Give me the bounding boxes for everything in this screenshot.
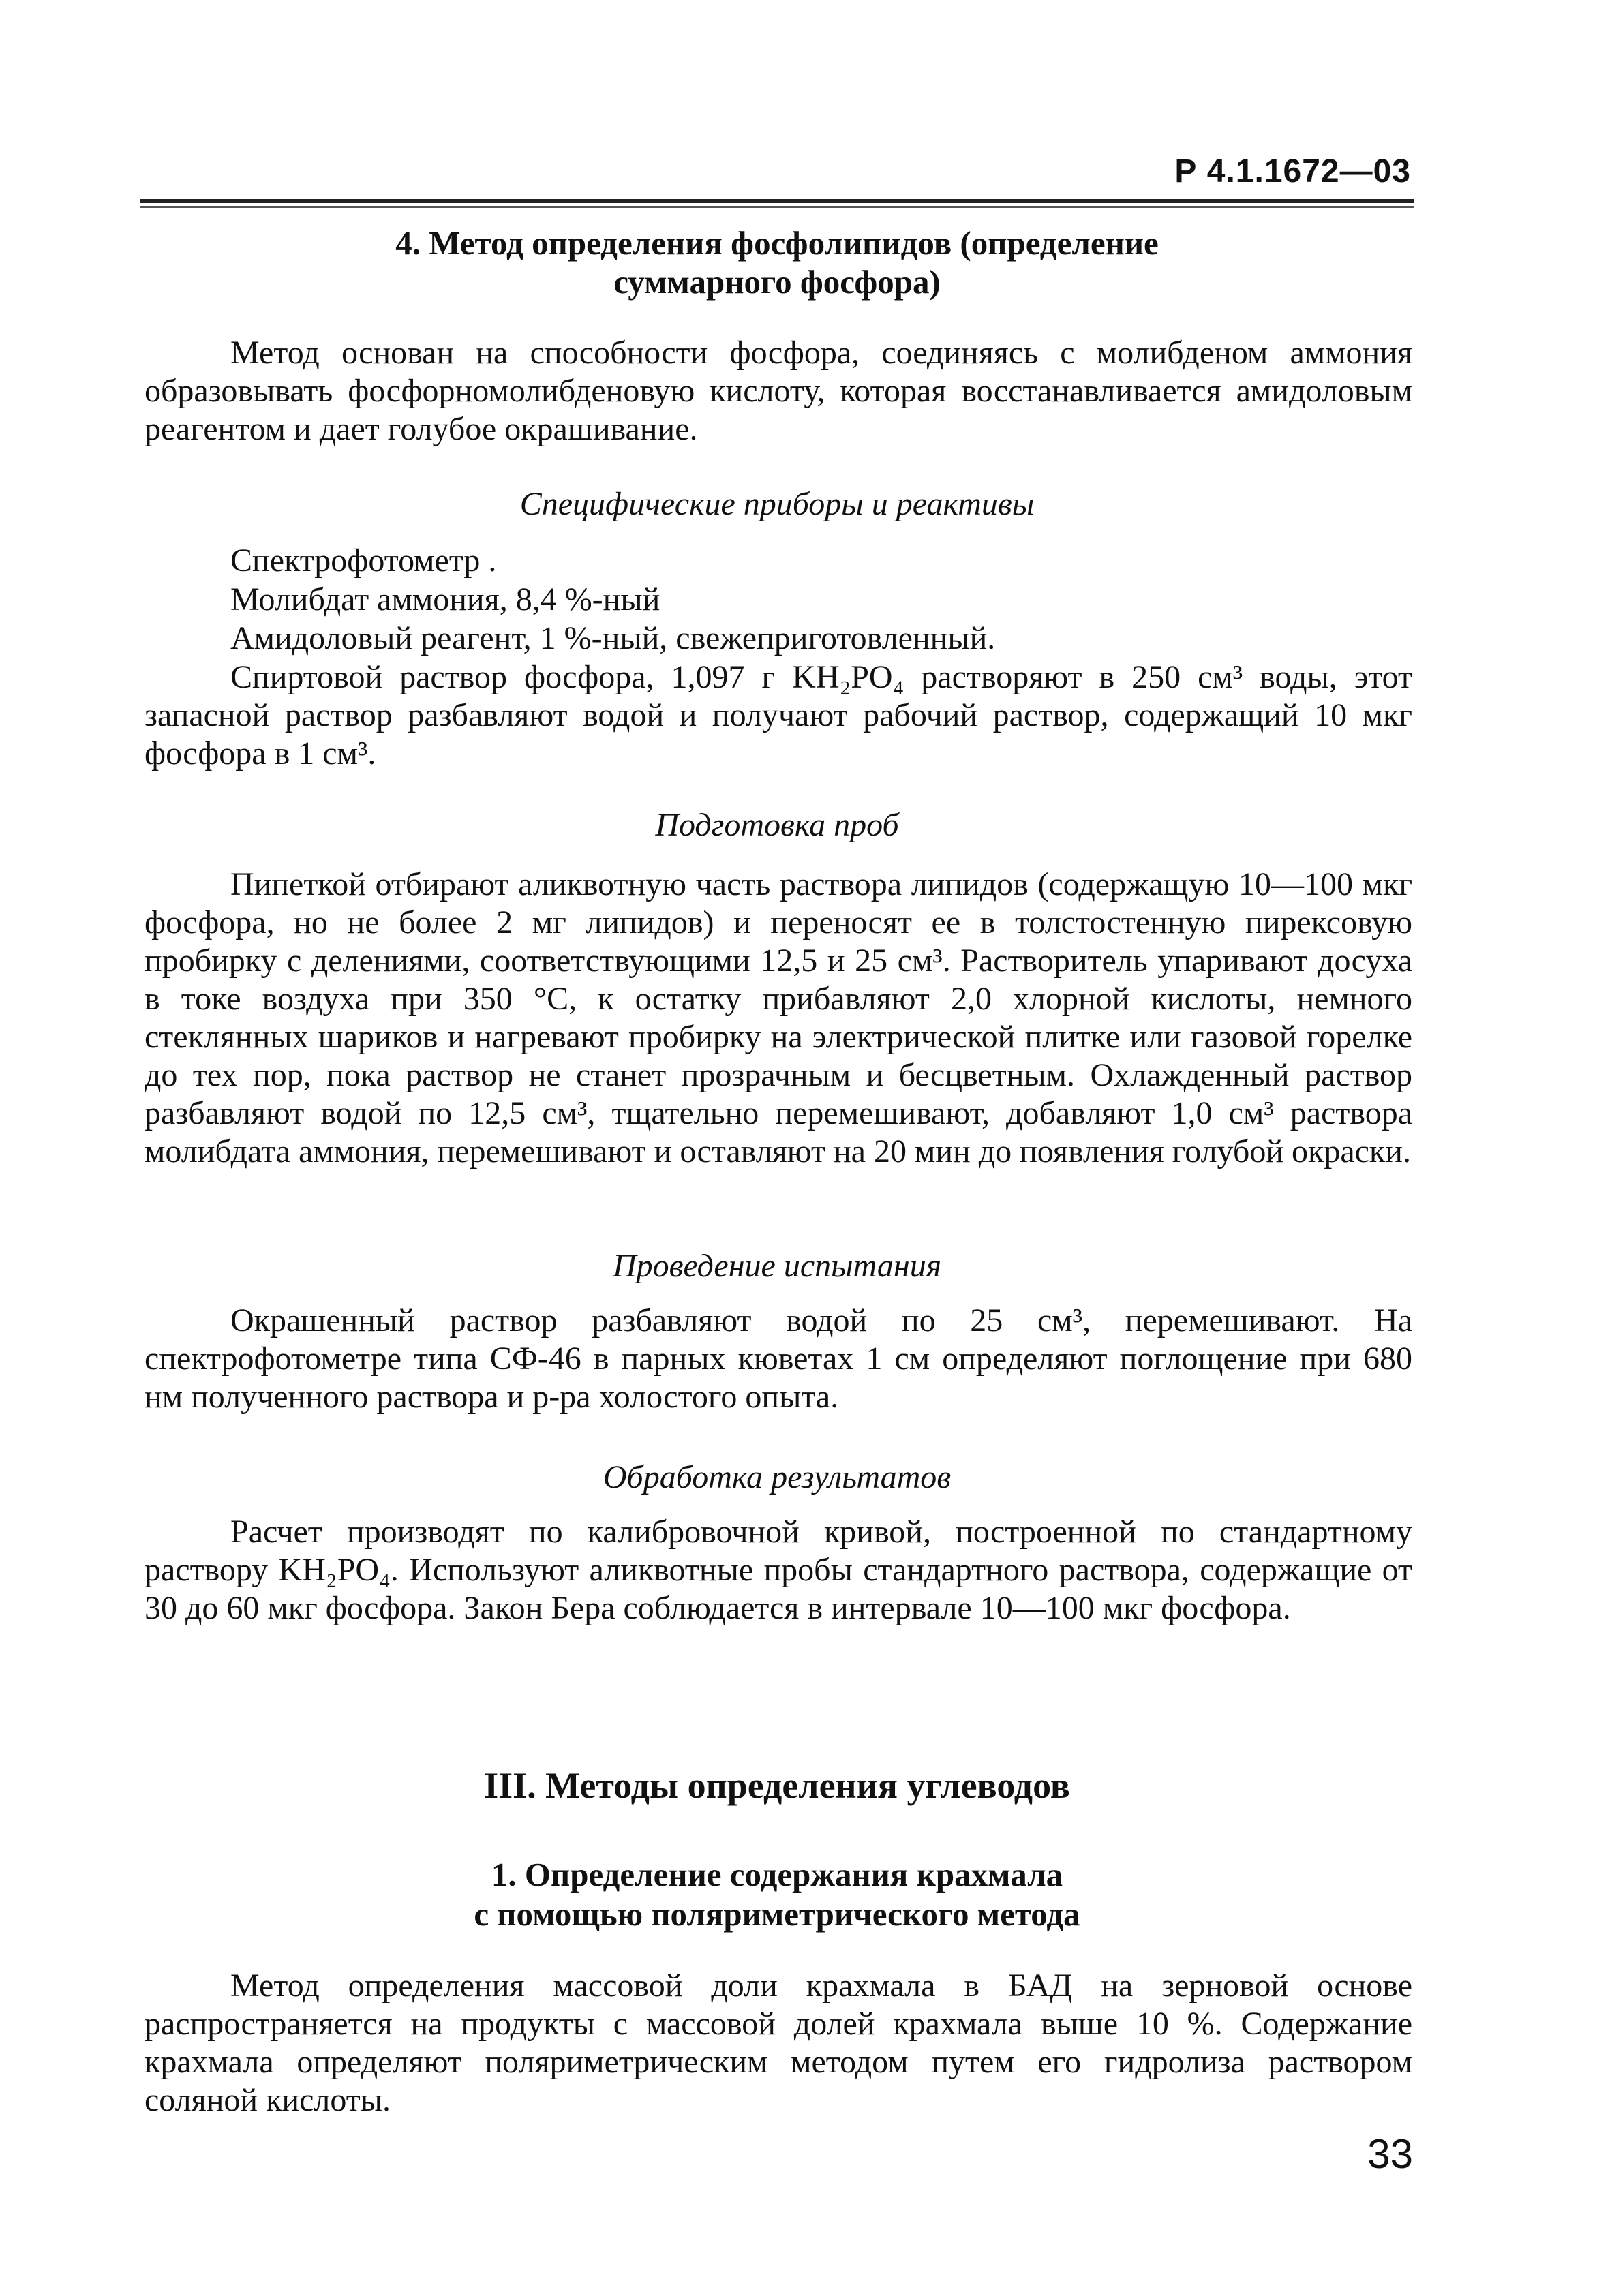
instrument-item: Молибдат аммония, 8,4 %-ный <box>230 581 660 617</box>
instrument-item: Спектрофотометр . <box>230 542 497 579</box>
document-code: Р 4.1.1672—03 <box>1174 153 1411 189</box>
instrument-item: Амидоловый реагент, 1 %-ный, свежеприготовленный. <box>230 620 996 656</box>
header-rule-thin <box>140 206 1414 208</box>
subsection-title-line2: с помощью поляриметрического метода <box>474 1895 1080 1933</box>
subsection-title-line1: 1. Определение содержания крахмала <box>491 1856 1063 1893</box>
prep-paragraph: Пипеткой отбирают аликвотную часть раствора липидов (содержащую 10—100 мкг фосфора, но не более 2 мг липидов) и переносят ее в толстостенную пирексовую пробирку с делениями, соответствующими 12,5 и 25 см³. Растворитель упаривают досуха в токе воздуха при 350 °С, к остатку прибавляют 2,0 хлорной кислоты, немного стеклянных шариков и нагревают пробирку на электрической плитке или газовой горелке до тех пор, пока раствор не станет прозрачным и бесцветным. Охлажденный раствор разбавляют водой по 12,5 см³, тщательно перемешивают, добавляют 1,0 см³ раствора молибдата аммония, перемешивают и оставляют на 20 мин до появления голубой окраски. <box>145 866 1412 1169</box>
section-title-line2: суммарного фосфора) <box>613 263 941 301</box>
instruments-heading: Специфические приборы и реактивы <box>519 486 1035 522</box>
test-heading: Проведение испытания <box>612 1248 942 1284</box>
section-title-line1: 4. Метод определения фосфолипидов (определение <box>395 224 1159 262</box>
part-title: III. Методы определения углеводов <box>484 1765 1070 1806</box>
test-paragraph: Окрашенный раствор разбавляют водой по 25 см³, перемешивают. На спектрофотометре типа СФ-46 в парных кюветах 1 см определяют поглощение при 680 нм полученного раствора и р-ра холостого опыта. <box>145 1302 1412 1415</box>
prep-heading: Подготовка проб <box>655 807 899 843</box>
page-number: 33 <box>1367 2131 1413 2177</box>
results-paragraph: Расчет производят по калибровочной кривой, построенной по стандартному раствору KH₂PO₄. Используют аликвотные пробы стандартного раствора, содержащие от 30 до 60 мкг фосфора. Закон Бера соблюдается в интервале 10—100 мкг фосфора. <box>145 1514 1412 1626</box>
starch-paragraph: Метод определения массовой доли крахмала в БАД на зерновой основе распространяется на продукты с массовой долей крахмала выше 10 %. Содержание крахмала определяют поляриметрическим методом путем его гидролиза раствором соляной кислоты. <box>145 1968 1412 2118</box>
intro-paragraph: Метод основан на способности фосфора, соединяясь с молибденом аммония образовывать фосфорномолибденовую кислоту, которая восстанавливается амидоловым реагентом и дает голубое окрашивание. <box>145 335 1412 447</box>
results-heading: Обработка результатов <box>603 1459 952 1495</box>
header-rule <box>140 199 1414 203</box>
solution-paragraph: Спиртовой раствор фосфора, 1,097 г KH₂PO₄ растворяют в 250 см³ воды, этот запасной раствор разбавляют водой и получают рабочий раствор, содержащий 10 мкг фосфора в 1 см³. <box>145 659 1412 771</box>
